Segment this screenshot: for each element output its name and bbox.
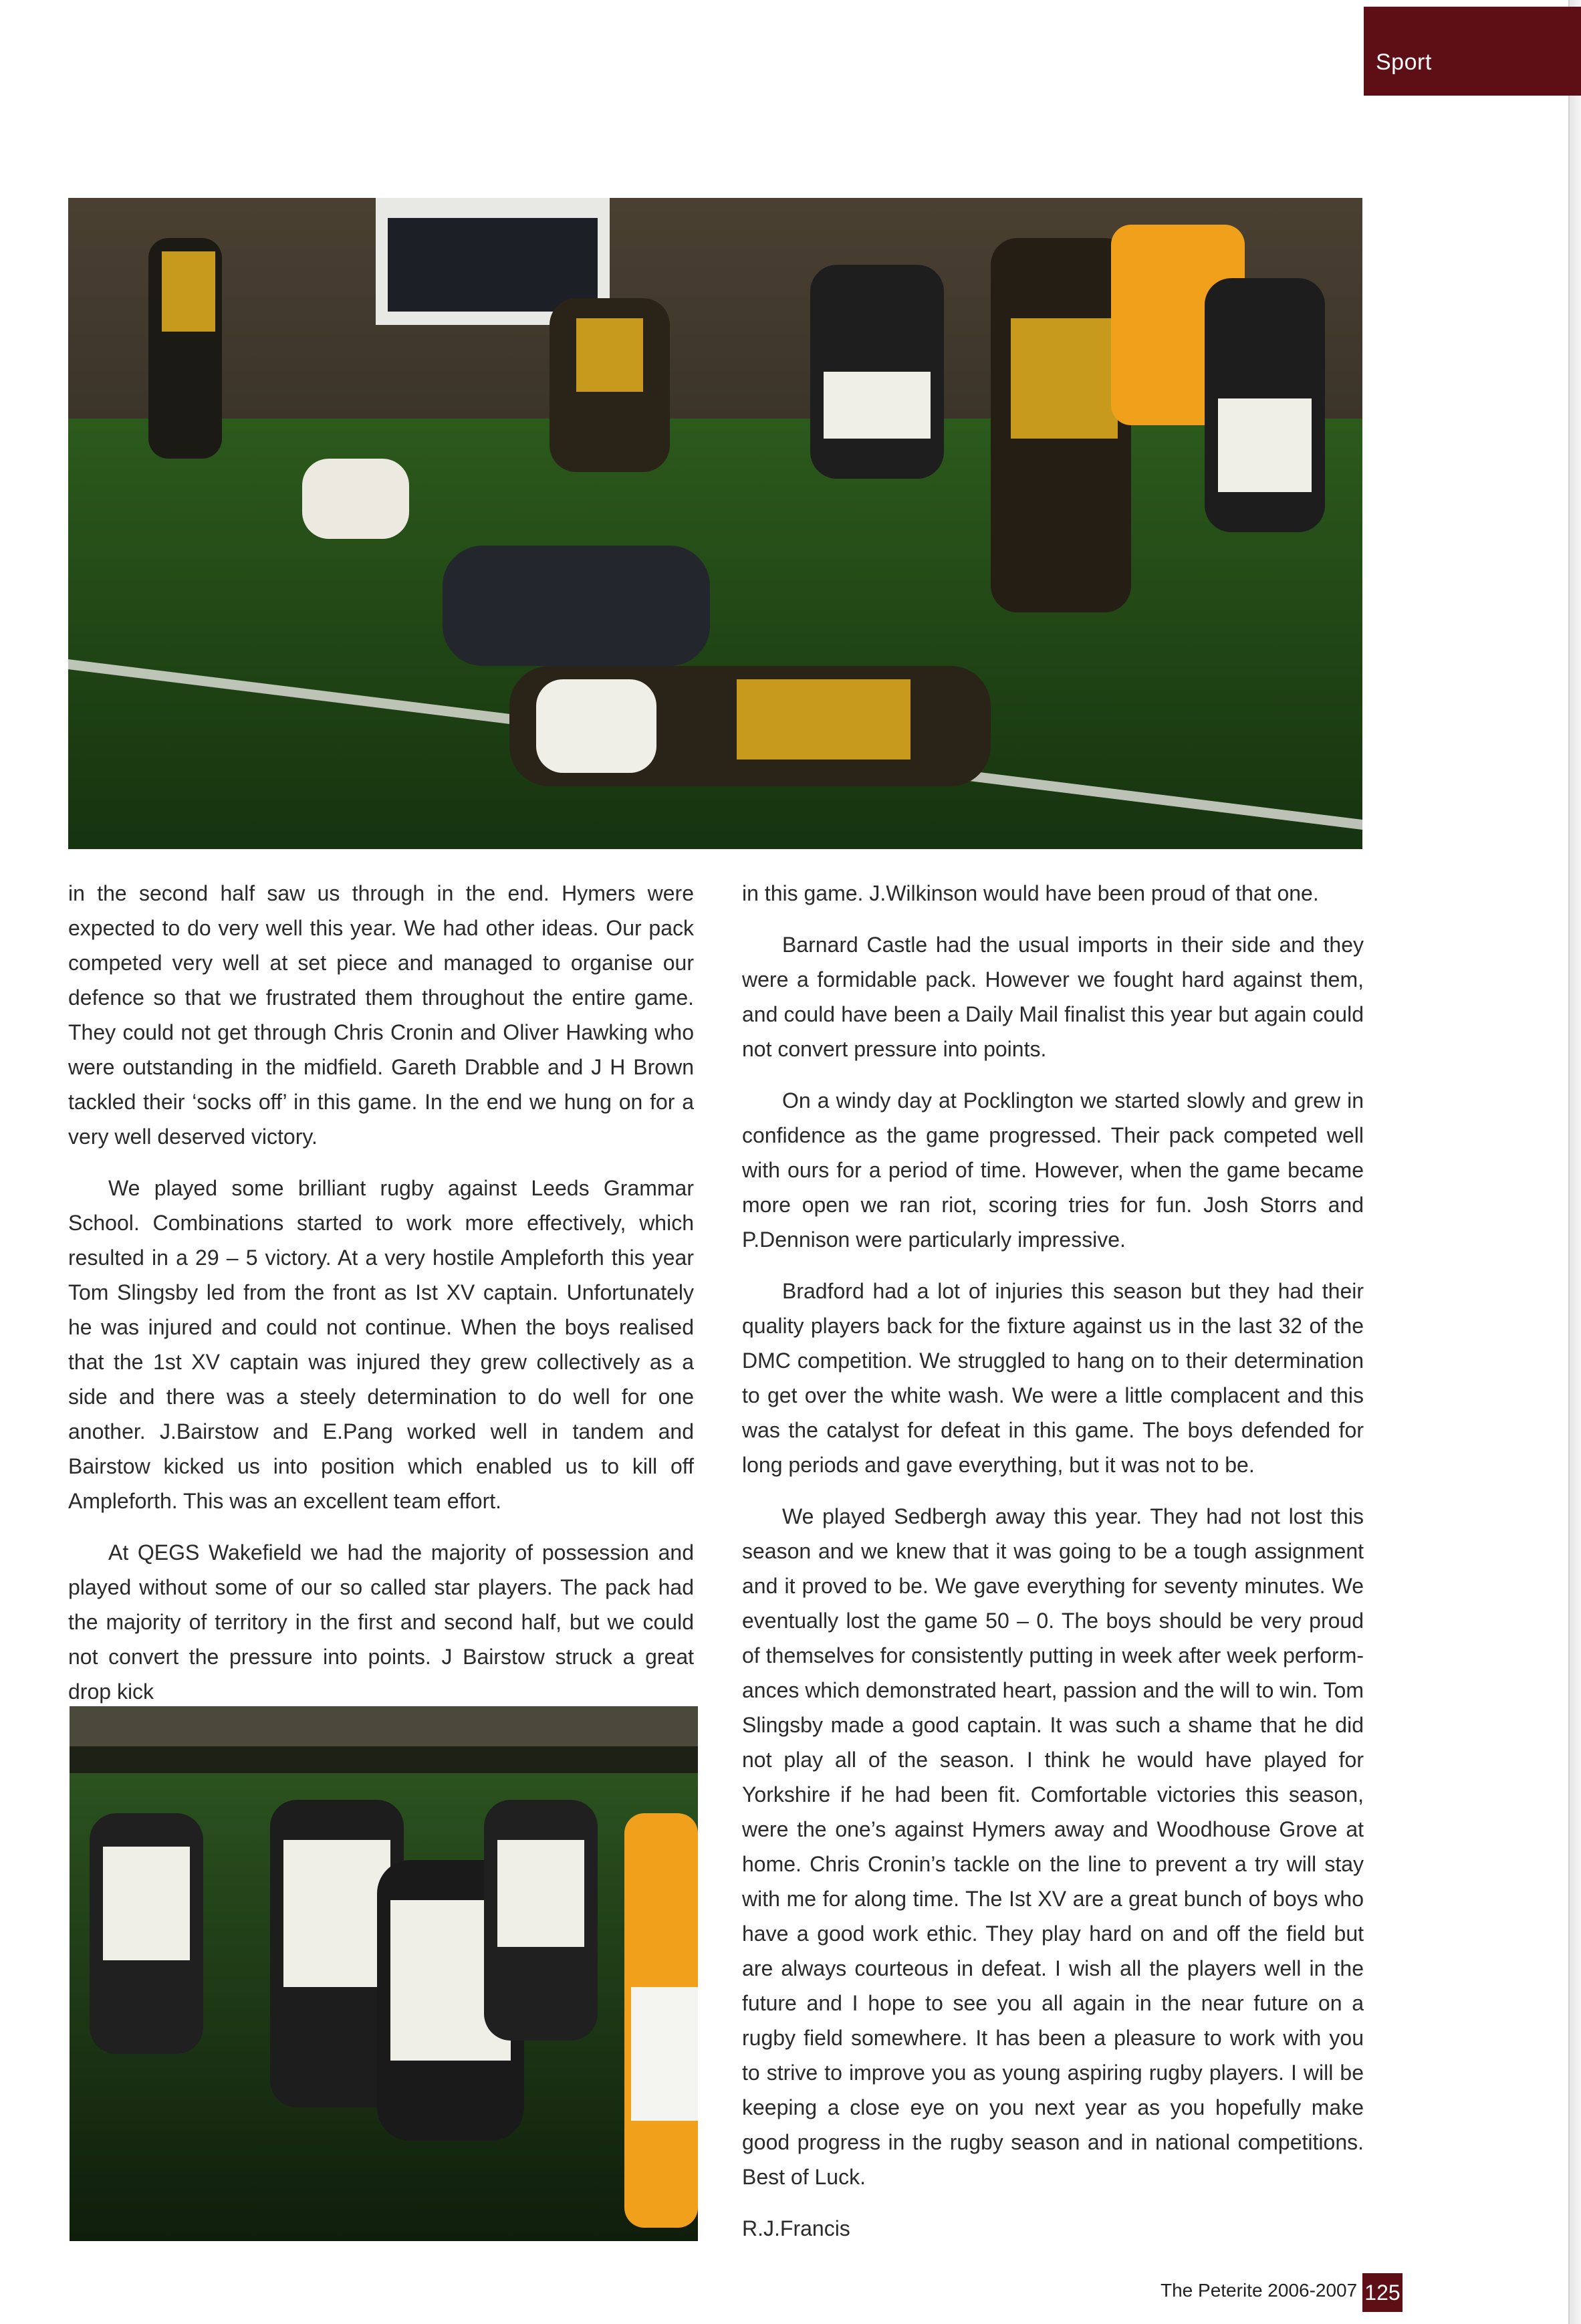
paragraph: Bradford had a lot of injuries this season but they had their quality players back for the fixture against us in the last 32 of the DMC competition. We struggled to hang on to their determination to get over the white wash. We were a little complacent and this was the catalyst for defeat in this game. The boys defended for long periods and gave everything, but it was not to be. [742, 1279, 1364, 1477]
page-number: 125 [1362, 2273, 1403, 2312]
paragraph: in this game. J.Wilkinson would have been proud of that one. [742, 881, 1319, 905]
publication-title: The Peterite 2006-2007 [1161, 2280, 1358, 2301]
section-tab [1364, 7, 1581, 96]
paragraph: We played some brilliant rugby against Leeds Grammar School. Combinations started to work more effectively, which resulted in a 29 – 5 victory. At a very hostile Ampleforth this year Tom Slingsby led from the front as Ist XV captain. Unfortunately he was injured and could not continue. When the boys realised that the 1st XV captain was injured they grew collectively as a side and there was a steely determination to do well for one another. J.Bairstow and E.Pang worked well in tandem and Bairstow kicked us into position which enabled us to kill off Ampleforth. This was an excellent team effort. [68, 1176, 694, 1513]
paragraph: Barnard Castle had the usual imports in their side and they were a formidable pack. However we fought hard against them, and could have been a Daily Mail finalist this year but again could not convert pressure into points. [742, 933, 1364, 1061]
paragraph: in the second half saw us through in the end. Hymers were expected to do very well this year. We had other ideas. Our pack competed very well at set piece and managed to organise our defence so that we frustrated them throughout the entire game. They could not get through Chris Cronin and Oliver Hawking who were outstanding in the midfield. Gareth Drabble and J H Brown tackled their ‘socks off’ in this game. In the end we hung on for a very well deserved victory. [68, 881, 694, 1149]
article-column-right [742, 876, 1364, 2262]
rugby-match-photo-top [68, 198, 1362, 849]
paragraph: On a windy day at Pocklington we started slowly and grew in confidence as the game progressed. Their pack competed well with ours for a period of time. However, when the game became more open we ran riot, scoring tries for fun. Josh Storrs and P.Dennison were particularly impressive. [742, 1088, 1364, 1252]
bottom-photo [70, 1706, 698, 2241]
paragraph: We played Sedbergh away this year. They had not lost this season and we knew that it was going to be a tough assignment and it proved to be. We gave everything for seventy minutes. We eventually lost the game 50 – 0. The boys should be very proud of themselves for consistently putting in week after week perform-ances which demonstrated heart, passion and the will to win. Tom Slingsby made a good captain. It was such a shame that he did not play all of the season. I think he would have played for Yorkshire if he had been fit. Comfortable victories this season, were the one’s against Hymers away and Woodhouse Grove at home. Chris Cronin’s tackle on the line to prevent a try will stay with me for along time. The Ist XV are a great bunch of boys who have a good work ethic. They play hard on and off the field but are always courteous in defeat. I wish all the players well in the future and I hope to see you all again in the near future on a rugby field somewhere. It has been a pleasure to work with you to strive to improve you as young aspiring rugby players. I will be keeping a close eye on you next year as you hopefully make good progress in the rugby season and in national competitions. Best of Luck. [742, 1504, 1364, 2189]
page-edge [1568, 0, 1581, 2324]
article-column-left [68, 876, 694, 1726]
top-photo [68, 198, 1362, 849]
section-tab-label: Sport [1376, 49, 1432, 75]
author-signature: R.J.Francis [742, 2216, 850, 2240]
paragraph: At QEGS Wakefield we had the majority of possession and played without some of our so called star players. The pack had the majority of territory in the first and second half, but we could not convert the pressure into points. J Bairstow struck a great drop kick [68, 1540, 694, 1704]
rugby-match-photo-bottom [70, 1706, 698, 2241]
